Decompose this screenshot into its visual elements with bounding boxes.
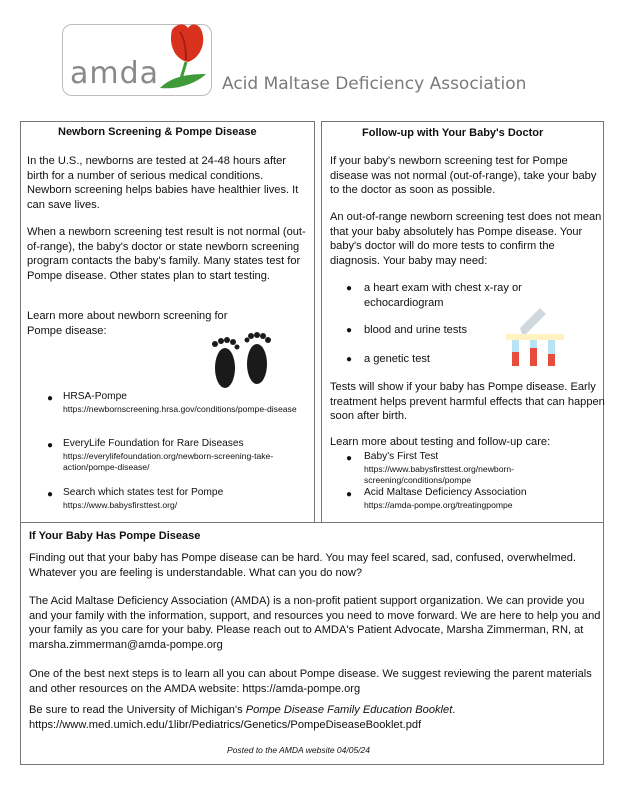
newborn-screening-panel	[20, 121, 315, 523]
paragraph: Tests will show if your baby has Pompe disease. Early treatment helps prevent harmful effects that can happen soon after birth.	[330, 381, 605, 422]
list-item: a heart exam with chest x-ray or echocardiogram	[364, 282, 522, 309]
paragraph: Finding out that your baby has Pompe disease can be hard. You may feel scared, sad, confused, overwhelmed. Whatever you are feeling is understandable. What can you do now?	[29, 552, 577, 579]
bullet-dot: ●	[47, 393, 54, 404]
link-url[interactable]: https://amda-pompe.org/treatingpompe	[364, 499, 513, 510]
bullet-dot: ●	[47, 489, 54, 500]
if-baby-has-pompe-panel	[20, 522, 604, 765]
paragraph: If your baby's newborn screening test for Pompe disease was not normal (out-of-range), take your baby to the doctor as soon as possible.	[330, 155, 597, 196]
follow-up-panel	[321, 121, 604, 523]
bullet-dot: ●	[346, 283, 353, 294]
link-url[interactable]: https://www.babysfirsttest.org/newborn-screening/conditions/pompe	[364, 463, 514, 485]
link-name: Baby's First Test	[364, 451, 439, 462]
panel-title: If Your Baby Has Pompe Disease	[29, 530, 201, 542]
booklet-title: Pompe Disease Family Education Booklet	[245, 704, 453, 716]
bullet-dot: ●	[346, 453, 353, 464]
list-item: blood and urine tests	[364, 324, 467, 336]
paragraph: In the U.S., newborns are tested at 24-48 hours after birth for a number of serious medical conditions. Newborn screening helps babies have healthier lives. It can save lives.	[27, 155, 299, 211]
tulip-icon	[150, 22, 214, 94]
blood-test-tubes-icon	[500, 302, 568, 370]
link-item[interactable]	[63, 438, 303, 473]
panel-title: Newborn Screening & Pompe Disease	[58, 126, 257, 138]
bullet-dot: ●	[47, 440, 54, 451]
logo-wordmark: amda	[70, 56, 160, 91]
link-name: EveryLife Foundation for Rare Diseases	[63, 438, 244, 449]
bullet-dot: ●	[346, 354, 353, 365]
link-item[interactable]	[364, 451, 596, 486]
organization-name: Acid Maltase Deficiency Association	[222, 74, 527, 94]
link-item[interactable]	[63, 487, 303, 511]
link-url[interactable]: https://newbornscreening.hrsa.gov/conditions/pompe-disease	[63, 403, 297, 414]
panel-title: Follow-up with Your Baby's Doctor	[362, 127, 544, 139]
link-name: Acid Maltase Deficiency Association	[364, 487, 527, 498]
paragraph: When a newborn screening test result is not normal (out-of-range), the baby's doctor or state newborn screening program contacts the baby's family. Many states test for Pompe disease. Other states plan to start testing.	[27, 226, 306, 282]
link-name: Search which states test for Pompe	[63, 487, 224, 498]
paragraph: An out-of-range newborn screening test does not mean that your baby absolutely has Pompe disease. Your baby's doctor will do more tests to confirm the diagnosis. Your baby may need:	[330, 211, 602, 267]
link-name: HRSA-Pompe	[63, 391, 127, 402]
link-url[interactable]: https://everylifefoundation.org/newborn-screening-take-action/pompe-disease/	[63, 450, 274, 472]
link-url[interactable]: https://www.babysfirsttest.org/	[63, 499, 178, 510]
posted-date-footer: Posted to the AMDA website 04/05/24	[227, 745, 371, 755]
text-run: .	[452, 704, 456, 716]
booklet-url[interactable]: https://www.med.umich.edu/1libr/Pediatrics/Genetics/PompeDiseaseBooklet.pdf	[29, 718, 422, 731]
paragraph: One of the best next steps is to learn all you can about Pompe disease. We suggest reviewing the parent materials and other resources on the AMDA website: https://amda-pompe.org	[29, 668, 592, 695]
link-item[interactable]	[63, 391, 303, 415]
bullet-dot: ●	[346, 325, 353, 336]
link-item[interactable]	[364, 487, 596, 511]
bullet-dot: ●	[346, 489, 353, 500]
list-item: a genetic test	[364, 353, 430, 365]
paragraph: Learn more about testing and follow-up care:	[330, 436, 551, 448]
paragraph: The Acid Maltase Deficiency Association (AMDA) is a non-profit patient support organization. We can provide you and your family with the information, support, and resources you need to move forward. We are here to help you and your family as you care for your baby. Please reach out to AMDA's Patient Advocate, Marsha Zimmerman, RN, at marsha.zimmerman@amda-pompe.org	[29, 595, 601, 651]
paragraph	[29, 703, 601, 732]
text-run: Be sure to read the University of Michigan's	[29, 704, 246, 716]
baby-footprints-icon	[201, 330, 281, 396]
paragraph: Learn more about newborn screening for Pompe disease:	[27, 310, 228, 337]
